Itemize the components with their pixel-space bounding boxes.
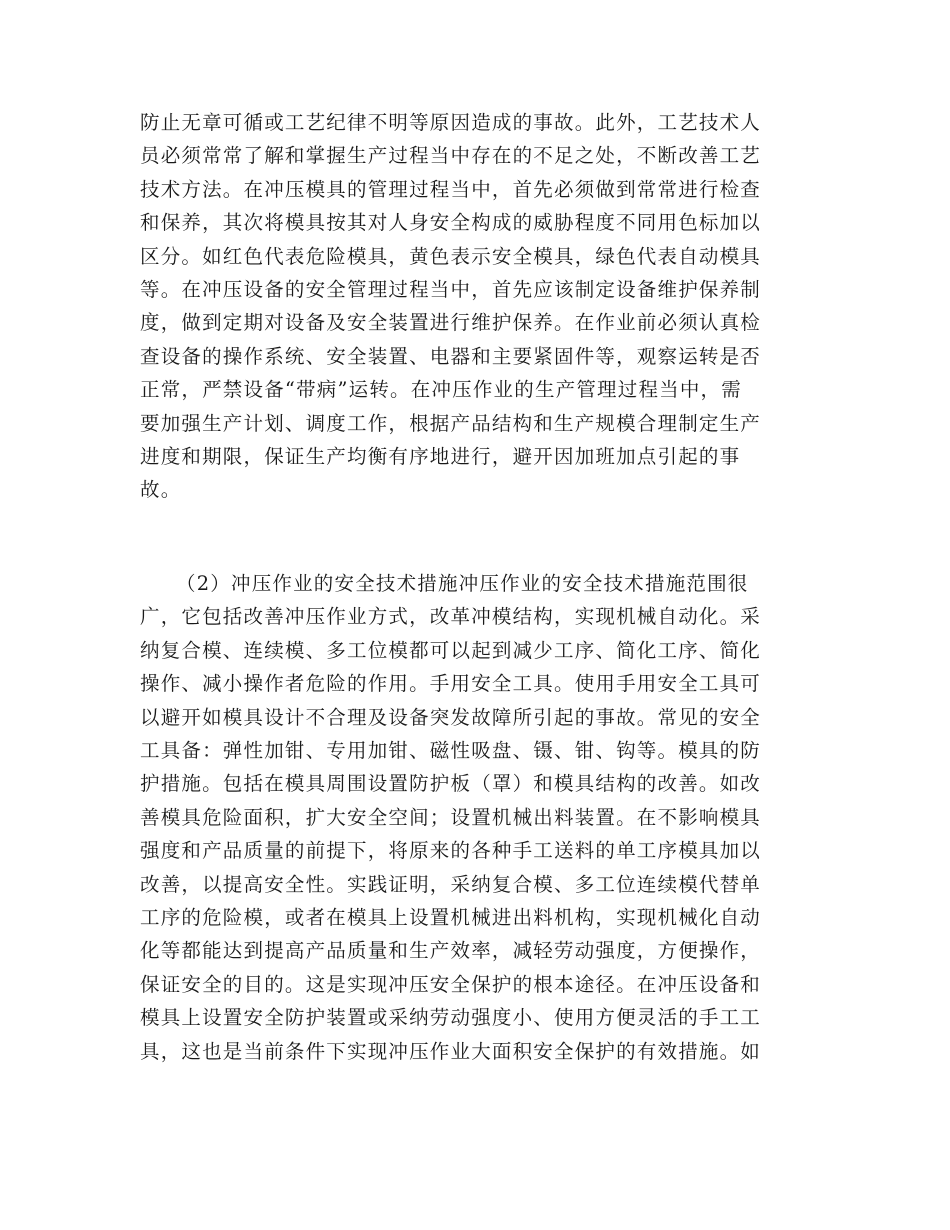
text-line: 善模具危险面积，扩大安全空间；设置机械出料装置。在不影响模具 xyxy=(140,805,762,829)
text-line: 化等都能达到提高产品质量和生产效率，减轻劳动强度，方便操作， xyxy=(140,939,762,963)
text-line: 和保养，其次将模具按其对人身安全构成的威胁程度不同用色标加以 xyxy=(140,211,762,235)
text-line: 操作、减小操作者危险的作用。手用安全工具。使用手用安全工具可 xyxy=(140,672,762,696)
text-line: 模具上设置安全防护装置或采纳劳动强度小、使用方便灵活的手工工 xyxy=(140,1006,762,1030)
text-line: 等。在冲压设备的安全管理过程当中，首先应该制定设备维护保养制 xyxy=(140,278,762,301)
text-line: 技术方法。在冲压模具的管理过程当中，首先必须做到常常进行检查 xyxy=(140,177,762,201)
text-line: 具，这也是当前条件下实现冲压作业大面积安全保护的有效措施。如 xyxy=(140,1039,762,1063)
text-line: 防止无章可循或工艺纪律不明等原因造成的事故。此外，工艺技术人 xyxy=(140,111,762,134)
text-line: 保证安全的目的。这是实现冲压安全保护的根本途径。在冲压设备和 xyxy=(140,972,762,996)
text-line: 工序的危险模，或者在模具上设置机械进出料机构，实现机械化自动 xyxy=(140,906,762,929)
text-line: 进度和期限，保证生产均衡有序地进行，避开因加班加点引起的事 xyxy=(140,445,741,468)
text-line: 度，做到定期对设备及安全装置进行维护保养。在作业前必须认真检 xyxy=(140,311,762,335)
text-line: 工具备：弹性加钳、专用加钳、磁性吸盘、镊、钳、钩等。模具的防 xyxy=(140,739,762,762)
text-line: 以避开如模具设计不合理及设备突发故障所引起的事故。常见的安全 xyxy=(140,705,762,729)
text-line: 员必须常常了解和掌握生产过程当中存在的不足之处，不断改善工艺 xyxy=(140,144,762,168)
text-line: 查设备的操作系统、安全装置、电器和主要紧固件等，观察运转是否 xyxy=(140,344,762,368)
text-line: 正常，严禁设备“带病”运转。在冲压作业的生产管理过程当中，需 xyxy=(140,378,742,402)
text-line: 广，它包括改善冲压作业方式，改革冲模结构，实现机械自动化。采 xyxy=(140,605,762,629)
text-line: （2）冲压作业的安全技术措施冲压作业的安全技术措施范围很 xyxy=(176,572,749,595)
text-line: 要加强生产计划、调度工作，根据产品结构和生产规模合理制定生产 xyxy=(140,411,762,435)
text-line: 强度和产品质量的前提下，将原来的各种手工送料的单工序模具加以 xyxy=(140,839,762,863)
text-line: 纳复合模、连续模、多工位模都可以起到减少工序、简化工序、简化 xyxy=(140,638,762,662)
text-line: 故。 xyxy=(140,478,182,502)
text-line: 改善，以提高安全性。实践证明，采纳复合模、多工位连续模代替单 xyxy=(140,872,762,896)
text-line: 区分。如红色代表危险模具，黄色表示安全模具，绿色代表自动模具 xyxy=(140,244,762,268)
text-line: 护措施。包括在模具周围设置防护板（罩）和模具结构的改善。如改 xyxy=(140,772,762,796)
